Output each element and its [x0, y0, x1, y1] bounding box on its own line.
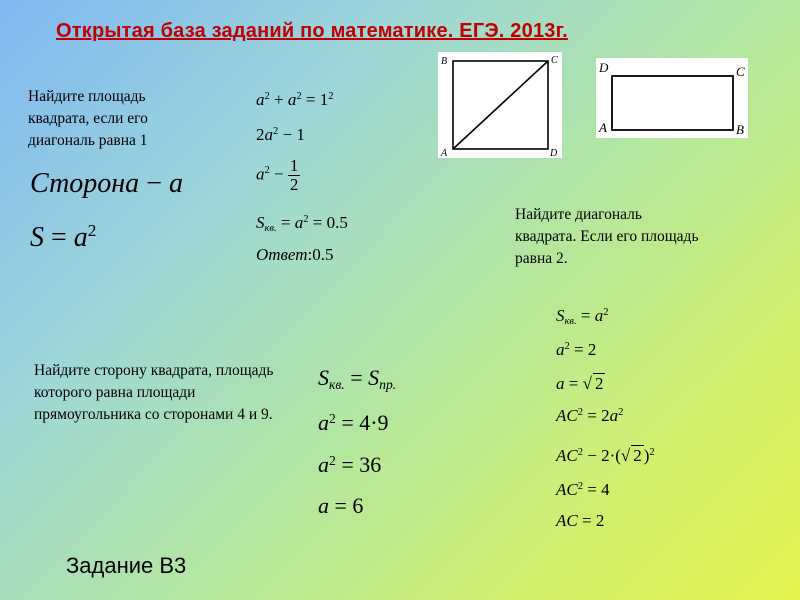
- side-word: Сторона: [30, 168, 140, 199]
- area-base: a: [73, 222, 88, 253]
- area-exp: 2: [87, 221, 97, 241]
- task3-eq3: $a^2 = 36$: [318, 452, 382, 477]
- task2-eq6: $AC^2 = 4$: [556, 480, 610, 499]
- task1-eq2: $2a^2 - 1$: [256, 125, 305, 144]
- label-C: C: [551, 55, 558, 66]
- task1-area-formula: $S = a^2$: [30, 221, 97, 253]
- rectangle-figure: [596, 58, 748, 138]
- task1-eq4: Sкв. = $a^2 = 0.5$: [256, 213, 348, 235]
- task2-eq2: $a^2 = 2$: [556, 340, 597, 359]
- page-title: Открытая база заданий по математике. ЕГЭ. 2013г.: [56, 20, 568, 42]
- area-var: S: [30, 222, 44, 253]
- task1-eq3: $a^2$ − $\frac{1}{2}$: [256, 156, 299, 194]
- task-label: Задание В3: [66, 553, 187, 578]
- task1-text: Найдите площадь квадрата, если его диагональ равна 1: [28, 88, 148, 149]
- task2-eq4: $AC^2 = 2a^2$: [556, 406, 624, 425]
- square-figure: [438, 52, 562, 158]
- label-B: B: [441, 56, 448, 67]
- task1-eq1: $a^2 + a^2 = 1^2$: [256, 90, 334, 109]
- task3-eq1: Sкв. = Sпр.: [318, 365, 397, 393]
- task2-eq7: AC = 2: [556, 511, 605, 530]
- label-D: D: [550, 148, 558, 158]
- task1-answer: Ответ:0.5: [256, 245, 334, 264]
- label-A: A: [599, 120, 607, 135]
- task1-side-line: Сторона − a: [30, 168, 183, 199]
- task3-eq2: $a^2 = 4\cdot 9$: [318, 410, 389, 435]
- label-D: D: [599, 60, 609, 75]
- side-var: a: [168, 168, 183, 199]
- task2-eq3: a = √ 2: [556, 374, 604, 393]
- label-A: A: [441, 148, 448, 158]
- task3-text: Найдите сторону квадрата, площадь которого равна площади прямоугольника со сторонами 4 и 9.: [34, 362, 274, 423]
- task3-eq4: a = 6: [318, 493, 364, 518]
- task2-eq1: Sкв. = $a^2$: [556, 306, 609, 328]
- task2-text: Найдите диагональ квадрата. Если его площадь равна 2.: [515, 206, 699, 267]
- label-B: B: [736, 122, 744, 137]
- task2-eq5: $AC^2 - 2\cdot(√$ 2 )$^2$: [556, 446, 655, 465]
- label-C: C: [736, 64, 745, 79]
